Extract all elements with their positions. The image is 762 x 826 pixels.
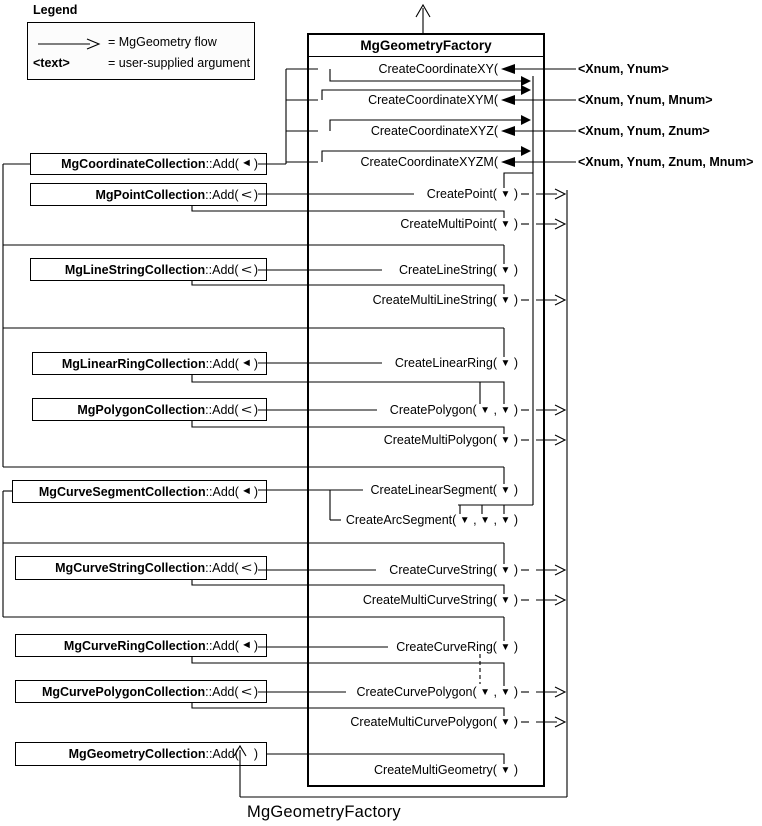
method-label: CreateMultiPolygon( [383,433,501,447]
method-label: CreatePoint( [426,187,501,201]
collection-name: MgGeometryCollection [68,747,206,761]
close-paren: ) [510,483,518,497]
close-paren: ) [510,217,518,231]
add-method-label: ::Add( [205,684,239,699]
collection-name: MgPolygonCollection [77,402,206,417]
diagram-caption: MgGeometryFactory [247,803,401,821]
down-arrow-icon: ▼ [480,687,491,698]
close-paren: ) [510,433,518,447]
method-label: CreateArcSegment( [345,513,460,527]
down-arrow-icon: ▼ [500,485,511,496]
close-paren: ) [510,563,518,577]
method-label: CreateCurvePolygon( [356,685,481,699]
down-arrow-icon: ▼ [500,265,511,276]
legend-arg-symbol: <text> [33,56,70,70]
down-arrow-icon: ▼ [500,687,511,698]
legend-box [27,22,255,80]
method-row-createarcsegment [346,512,518,528]
open-left-arrow-icon: < [240,560,252,576]
collection-name: MgLineStringCollection [64,262,206,277]
close-paren: ) [253,187,258,202]
close-paren: ) [510,187,518,201]
close-paren: ) [510,763,518,777]
add-method-label: ::Add( [205,747,239,761]
left-arrow-icon: ◄ [240,638,252,651]
close-paren: ) [510,263,518,277]
legend-title: Legend [33,3,78,17]
method-row-createcoordinatexyz-: CreateCoordinateXYZ( [370,124,498,138]
method-label: CreateMultiPoint( [400,217,501,231]
collection-box-mgpolygoncollection [32,398,267,421]
add-method-label: ::Add( [205,356,239,371]
collection-box-mggeometrycollection [15,742,267,766]
factory-header: MgGeometryFactory [309,35,543,57]
down-arrow-icon: ▼ [500,189,511,200]
method-row-createmultigeometry [374,762,518,778]
add-method-label: ::Add( [205,187,239,202]
collection-box-mgpointcollection [30,183,267,206]
method-row-createcurvepolygon [356,684,518,700]
method-row-createcoordinatexyzm-: CreateCoordinateXYZM( [360,155,498,169]
collection-name: MgCurveRingCollection [63,638,206,653]
add-method-label: ::Add( [205,157,239,171]
arg-separator: , [490,513,501,527]
down-arrow-icon: ▼ [500,219,511,230]
collection-name: MgCurveSegmentCollection [38,484,206,499]
method-row-createlinearring [395,355,518,371]
down-arrow-icon: ▼ [500,642,511,653]
top-output-arrow [416,5,430,33]
close-paren: ) [253,561,258,575]
collection-box-mglinearringcollection [32,352,267,375]
add-method-label: ::Add( [205,262,239,277]
open-left-arrow-icon: < [240,684,252,699]
close-paren: ) [253,262,258,277]
add-method-label: ::Add( [205,638,239,653]
left-arrow-icon: ◄ [240,356,252,369]
close-paren: ) [510,715,518,729]
close-paren: ) [253,747,258,761]
down-arrow-icon: ▼ [500,358,511,369]
close-paren: ) [510,685,518,699]
legend-arg-label: = user-supplied argument [108,56,251,70]
method-label: CreateLinearSegment( [370,483,501,497]
collection-box-mgcurveringcollection [15,634,267,657]
arg-separator: , [490,685,501,699]
close-paren: ) [510,403,518,417]
user-arg-label: <Xnum, Ynum> [578,62,669,76]
user-arg-label: <Xnum, Ynum, Znum> [578,124,710,138]
collection-box-mglinestringcollection [30,258,267,281]
method-row-createpolygon [390,402,518,418]
method-row-createcoordinatexy-: CreateCoordinateXY( [378,62,498,76]
method-row-createmultipolygon [384,432,518,448]
add-method-label: ::Add( [205,484,239,499]
down-arrow-icon: ▼ [480,405,491,416]
method-row-createlinearsegment [371,482,518,498]
method-row-createpoint [427,186,518,202]
user-arg-label: <Xnum, Ynum, Mnum> [578,93,713,107]
collection-box-mgcurvepolygoncollection [15,680,267,703]
left-arrow-icon: ◄ [240,484,252,497]
close-paren: ) [253,684,258,699]
arg-separator: , [490,403,501,417]
collection-name: MgPointCollection [95,187,206,202]
close-paren: ) [253,356,258,371]
down-arrow-icon: ▼ [459,515,470,526]
close-paren: ) [510,640,518,654]
method-row-createmultilinestring [373,292,518,308]
method-row-createcoordinatexym-: CreateCoordinateXYM( [368,93,498,107]
method-row-createmultipoint [400,216,518,232]
user-arg-label: <Xnum, Ynum, Znum, Mnum> [578,155,754,169]
down-arrow-icon: ▼ [500,435,511,446]
close-paren: ) [253,638,258,653]
close-paren: ) [253,484,258,499]
method-label: CreateCurveString( [389,563,501,577]
open-left-arrow-icon: < [240,402,252,417]
collection-box-mgcoordinatecollection [30,153,267,175]
legend-flow-label: = MgGeometry flow [108,35,217,49]
method-row-createmulticurvepolygon [350,714,518,730]
open-left-arrow-icon: < [240,262,252,277]
add-method-label: ::Add( [205,402,239,417]
method-row-createcurvestring [389,562,518,578]
down-arrow-icon: ▼ [500,515,511,526]
close-paren: ) [510,293,518,307]
method-label: CreateMultiCurvePolygon( [350,715,501,729]
collection-name: MgCoordinateCollection [61,157,206,171]
down-arrow-icon: ▼ [500,717,511,728]
down-arrow-icon: ▼ [500,565,511,576]
method-label: CreateMultiLineString( [372,293,501,307]
method-row-createmulticurvestring [363,592,518,608]
close-paren: ) [510,513,518,527]
method-row-createcurvering [396,639,518,655]
down-arrow-icon: ▼ [500,295,511,306]
close-paren: ) [510,593,518,607]
down-arrow-icon: ▼ [500,595,511,606]
collection-name: MgCurveStringCollection [55,561,206,575]
method-label: CreateCurveRing( [396,640,501,654]
method-label: CreateLinearRing( [394,356,501,370]
method-row-createlinestring [399,262,518,278]
method-label: CreateMultiCurveString( [362,593,501,607]
collection-name: MgCurvePolygonCollection [41,684,206,699]
open-left-arrow-icon: < [240,187,252,202]
collection-box-mgcurvesegmentcollection [12,480,267,503]
close-paren: ) [253,157,258,171]
method-label: CreateLineString( [399,263,501,277]
add-method-label: ::Add( [205,561,239,575]
arg-separator: , [469,513,481,527]
down-arrow-icon: ▼ [480,515,491,526]
close-paren: ) [510,356,518,370]
down-arrow-icon: ▼ [500,765,511,776]
method-label: CreateMultiGeometry( [374,763,501,777]
collection-box-mgcurvestringcollection [15,556,267,580]
left-arrow-icon: ◄ [240,157,252,169]
method-label: CreatePolygon( [389,403,481,417]
collection-name: MgLinearRingCollection [61,356,206,371]
down-arrow-icon: ▼ [500,405,511,416]
close-paren: ) [253,402,258,417]
